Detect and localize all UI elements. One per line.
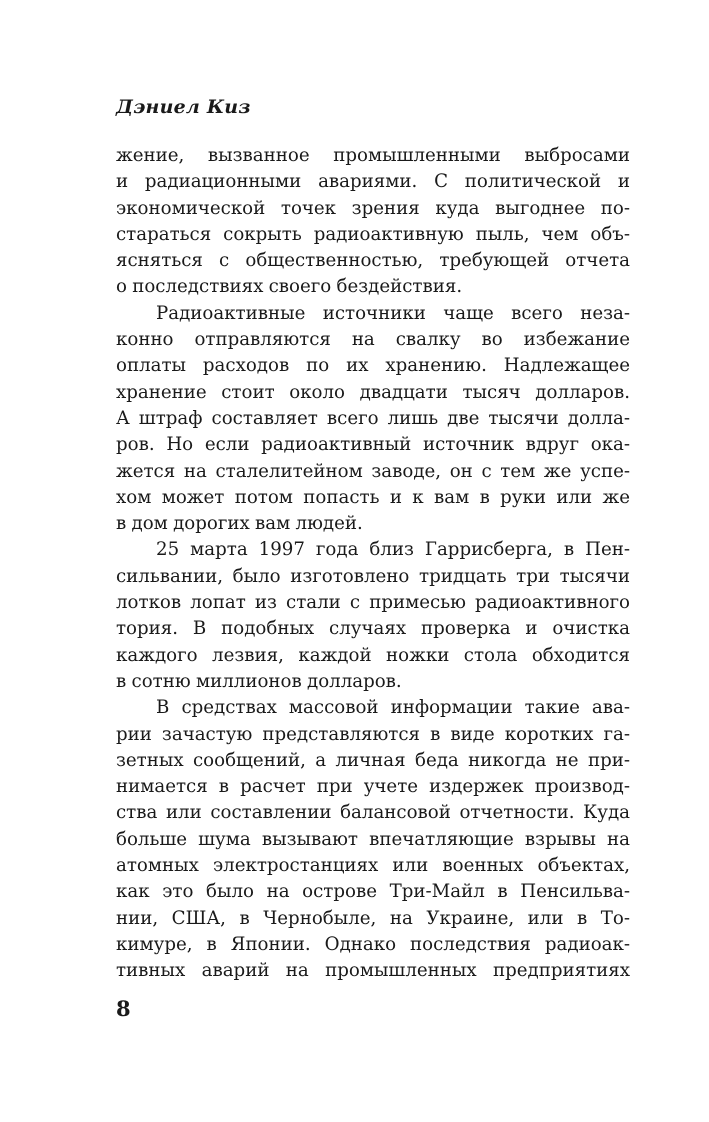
text-line: лотков лопат из стали с примесью радиоактивного (116, 592, 630, 614)
text-line: В средствах массовой информации такие ава- (156, 697, 630, 719)
text-line: ства или составлении балансовой отчетности. Куда (116, 802, 630, 824)
text-line: хом может потом попасть и к вам в руки или же (116, 486, 630, 508)
text-line: экономической точек зрения куда выгоднее по- (116, 197, 630, 219)
text-line: Радиоактивные источники чаще всего неза- (156, 302, 630, 324)
text-line: больше шума вызывают впечатляющие взрывы на (116, 828, 630, 850)
body-text (116, 143, 630, 985)
text-line: о последствиях своего бездействия. (116, 276, 463, 298)
text-line: атомных электростанциях или военных объектах, (116, 855, 630, 877)
text-line: жется на сталелитейном заводе, он с тем же успе- (116, 460, 630, 482)
text-line: тивных аварий на промышленных предприятиях (116, 960, 630, 982)
text-line: конно отправляются на свалку во избежание (116, 329, 630, 351)
text-line: тория. В подобных случаях проверка и очистка (116, 618, 630, 640)
running-head-author: Дэниел Киз (116, 96, 251, 118)
text-line: оплаты расходов по их хранению. Надлежащее (116, 355, 630, 377)
text-line: сильвании, было изготовлено тридцать три тысячи (116, 565, 630, 587)
text-line: А штраф составляет всего лишь две тысячи долла- (116, 407, 630, 429)
text-line: каждого лезвия, каждой ножки стола обходится (116, 644, 630, 666)
text-line: рии зачастую представляются в виде коротких га- (116, 723, 630, 745)
text-line: нимается в расчет при учете издержек производ- (116, 776, 630, 798)
text-line: ясняться с общественностью, требующей отчета (116, 250, 630, 272)
text-line: и радиационными авариями. С политической и (116, 171, 630, 193)
text-line: жение, вызванное промышленными выбросами (116, 145, 630, 166)
text-line: нии, США, в Чернобыле, на Украине, или в То- (116, 907, 630, 929)
text-line: ров. Но если радиоактивный источник вдруг ока- (116, 434, 630, 456)
text-line: 25 марта 1997 года близ Гаррисберга, в Пен- (156, 539, 630, 561)
text-line: в дом дорогих вам людей. (116, 513, 363, 535)
text-line: кимуре, в Японии. Однако последствия радиоак- (116, 933, 630, 955)
text-line: зетных сообщений, а личная беда никогда не при- (116, 749, 630, 771)
text-line: как это было на острове Три-Майл в Пенсильва- (116, 881, 630, 903)
page-number: 8 (116, 996, 131, 1021)
text-line: хранение стоит около двадцати тысяч долларов. (116, 381, 630, 403)
text-line: стараться сокрыть радиоактивную пыль, чем объ- (116, 223, 630, 245)
text-line: в сотню миллионов долларов. (116, 670, 402, 692)
